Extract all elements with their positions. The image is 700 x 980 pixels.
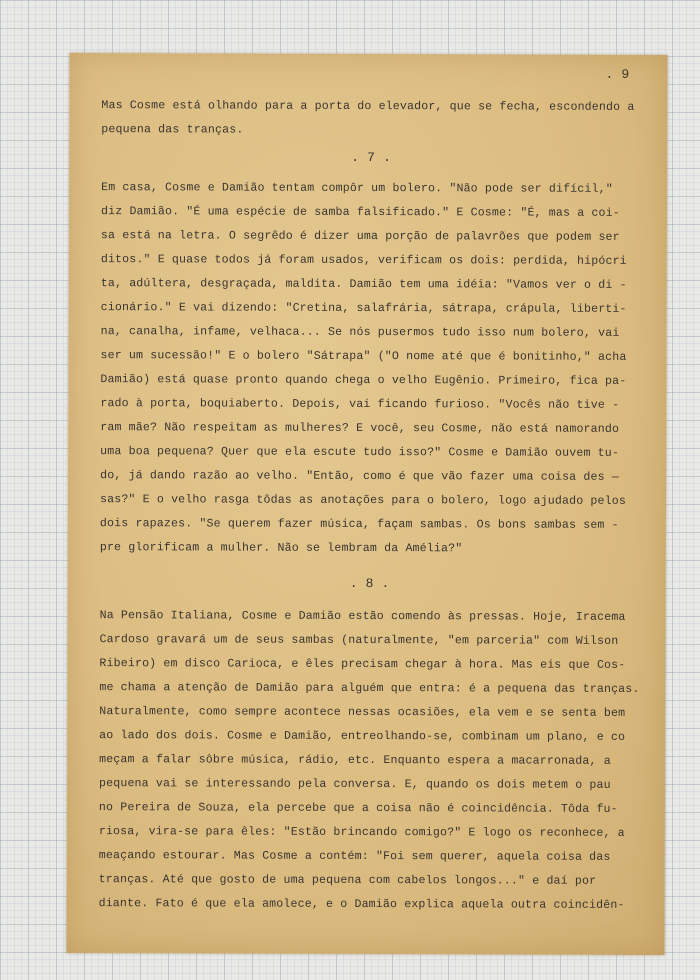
text-line: Cardoso gravará um de seus sambas (naturalmente, "em parceria" com Wilson <box>99 633 619 648</box>
text-line: Ribeiro) em disco Carioca, e êles precisam chegar à hora. Mas eis que Cos- <box>99 657 626 672</box>
text-line: sa está na letra. O segrêdo é dizer uma porção de palavrões que podem ser <box>100 229 620 244</box>
text-line: meaçando estourar. Mas Cosme a contém: "Foi sem querer, aquela coisa das <box>98 849 611 864</box>
text-line: diz Damião. "É uma espécie de samba falsificado." E Cosme: "É, mas a coi- <box>100 205 620 220</box>
text-line: rado à porta, boquiaberto. Depois, vai ficando furioso. "Vocês não tive - <box>100 397 620 412</box>
text-line: pequena das tranças. <box>101 123 244 137</box>
text-line: ditos." E quase todos já foram usados, verificam os dois: perdida, hipócri <box>100 253 627 268</box>
text-line: me chama a atenção de Damião para alguém que entra: é a pequena das tranças. <box>99 681 640 696</box>
text-line: Em casa, Cosme e Damião tentam compôr um bolero. "Não pode ser difícil," <box>101 181 613 196</box>
text-line: no Pereira de Souza, ela percebe que a coisa não é coincidência. Tôda fu- <box>98 801 618 816</box>
text-line: meçam a falar sôbre música, rádio, etc. Enquanto espera a macarronada, a <box>99 753 611 768</box>
text-line: Mas Cosme está olhando para a porta do elevador, que se fecha, escondendo a <box>101 99 635 114</box>
text-line: tranças. Até que gosto de uma pequena com cabelos longos..." e daí por <box>98 873 597 888</box>
text-line: cionário." E vai dizendo: "Cretina, salafrária, sátrapa, crápula, liberti- <box>100 301 627 316</box>
text-line: do, já dando razão ao velho. "Então, como é que vão fazer uma coisa des — <box>100 469 619 484</box>
section-heading-7: . 7 . <box>351 149 392 166</box>
text-line: ao lado dos dois. Cosme e Damião, entreolhando-se, combinam um plano, e co <box>99 729 626 744</box>
text-line: uma boa pequena? Quer que ela escute tudo isso?" Cosme e Damião ouvem tu- <box>100 445 620 460</box>
text-line: riosa, vira-se para êles: "Estão brincando comigo?" E logo os reconhece, a <box>98 825 625 840</box>
text-line: ta, adúltera, desgraçada, maldita. Damião tem uma idéia: "Vamos ver o di - <box>100 277 627 292</box>
text-line: dois rapazes. "Se querem fazer música, façam sambas. Os bons sambas sem - <box>99 517 619 532</box>
text-line: Na Pensão Italiana, Cosme e Damião estão comendo às pressas. Hoje, Iracema <box>99 609 626 624</box>
text-line: ser um sucessão!" E o bolero "Sátrapa" ("O nome até que é bonitinho," acha <box>100 349 627 364</box>
text-line: ram mãe? Não respeitam as mulheres? E você, seu Cosme, não está namorando <box>100 421 620 436</box>
typewritten-page <box>66 53 667 955</box>
text-line: na, canalha, infame, velhaca... Se nós pusermos tudo isso num bolero, vai <box>100 325 620 340</box>
text-line: Damião) está quase pronto quando chega o velho Eugênio. Primeiro, fica pa- <box>100 373 627 388</box>
text-line: diante. Fato é que ela amolece, e o Damião explica aquela outra coincidên- <box>98 897 625 912</box>
page-number: . 9 <box>605 66 630 82</box>
text-line: Naturalmente, como sempre acontece nessas ocasiões, ela vem e se senta bem <box>99 705 626 720</box>
text-line: sas?" E o velho rasga tôdas as anotações para o bolero, logo ajudado pelos <box>99 493 626 508</box>
text-line: pequena vai se interessando pela conversa. E, quando os dois metem o pau <box>98 777 611 792</box>
page-text <box>98 53 662 912</box>
text-line: pre glorificam a mulher. Não se lembram da Amélia?" <box>99 541 463 556</box>
section-heading-8: . 8 . <box>349 575 390 592</box>
